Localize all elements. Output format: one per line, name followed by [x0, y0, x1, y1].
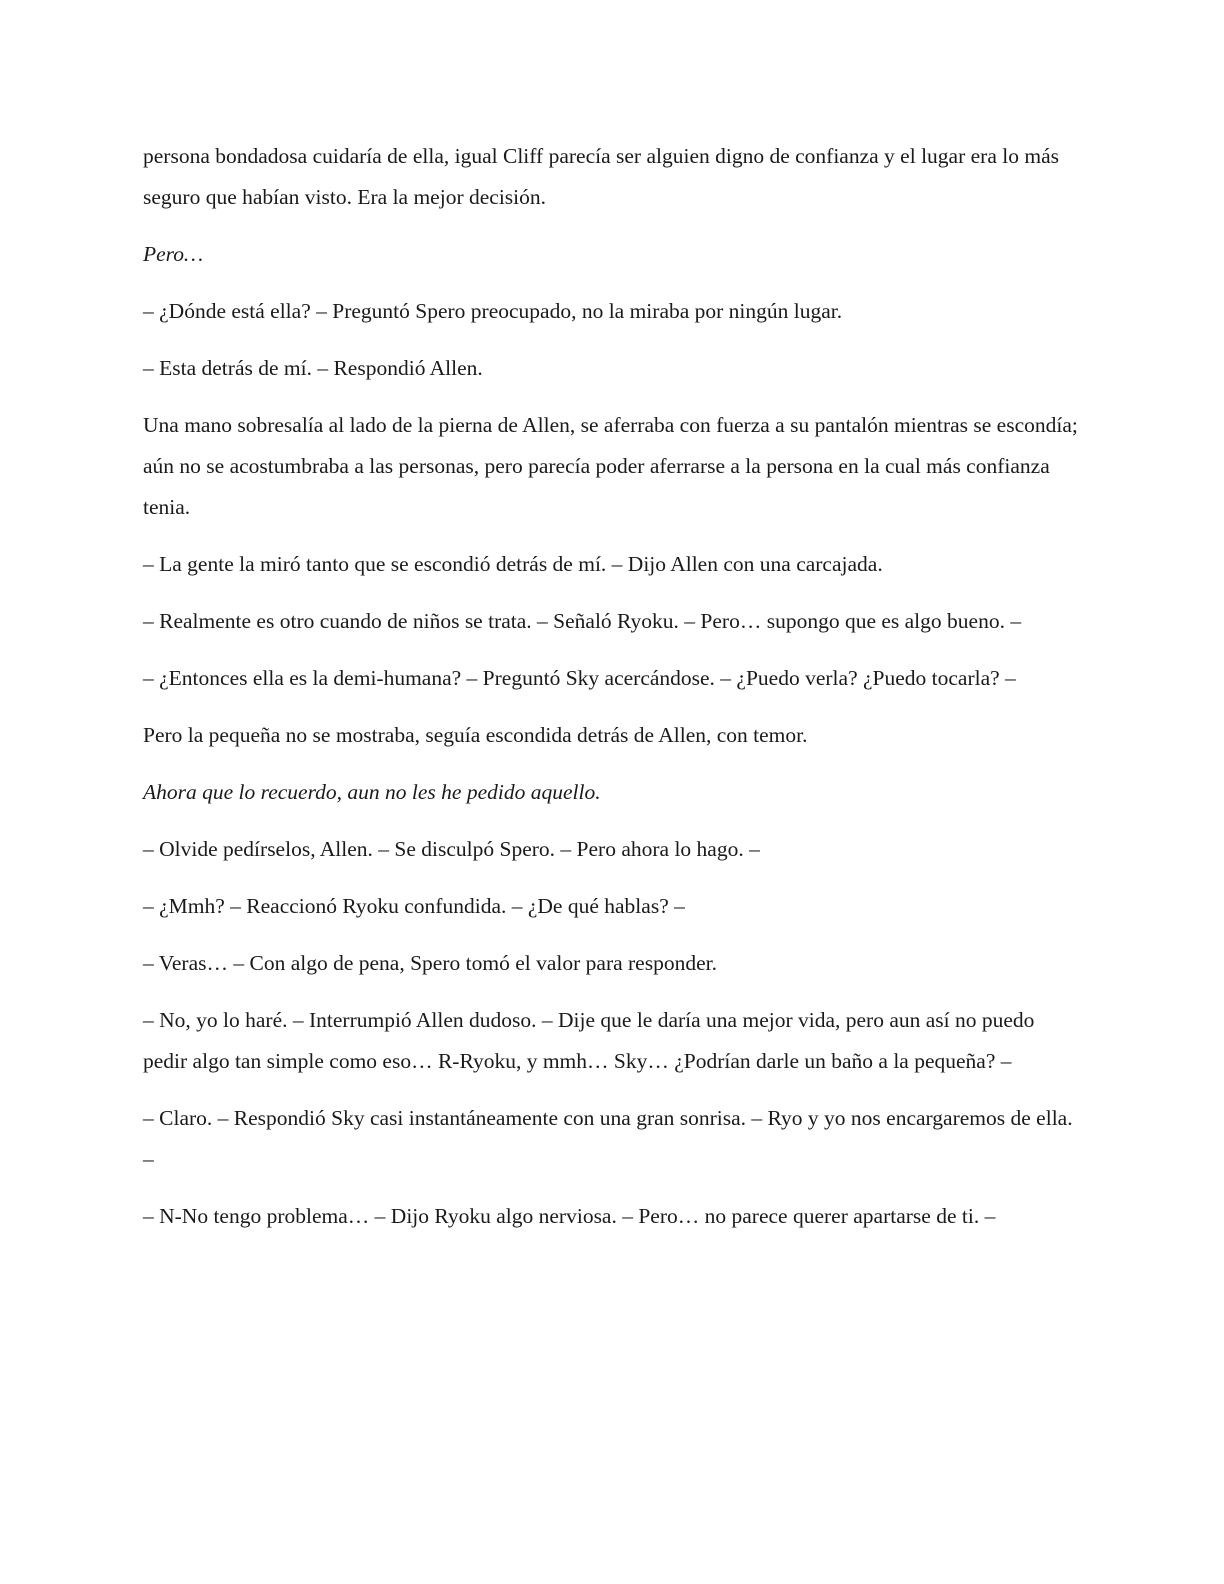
paragraph: Pero la pequeña no se mostraba, seguía escondida detrás de Allen, con temor.	[143, 723, 808, 747]
dialogue-line: – ¿Entonces ella es la demi-humana? – Preguntó Sky acercándose. – ¿Puedo verla? ¿Puedo tocarla? –	[143, 666, 1016, 690]
document-body	[143, 136, 1078, 1253]
dialogue-line: – N-No tengo problema… – Dijo Ryoku algo nerviosa. – Pero… no parece querer apartarse de ti. –	[143, 1204, 996, 1228]
dialogue-line: – Veras… – Con algo de pena, Spero tomó el valor para responder.	[143, 951, 717, 975]
dialogue-line: – Claro. – Respondió Sky casi instantáneamente con una gran sonrisa. – Ryo y yo nos encargaremos de ella. –	[143, 1106, 1073, 1171]
dialogue-line: – La gente la miró tanto que se escondió detrás de mí. – Dijo Allen con una carcajada.	[143, 552, 883, 576]
dialogue-line: – No, yo lo haré. – Interrumpió Allen dudoso. – Dije que le daría una mejor vida, pero aun así no puedo pedir algo tan simple como eso… R-Ryoku, y mmh… Sky… ¿Podrían darle un baño a la pequeña? –	[143, 1008, 1035, 1073]
dialogue-line: – Esta detrás de mí. – Respondió Allen.	[143, 356, 483, 380]
dialogue-line: – ¿Dónde está ella? – Preguntó Spero preocupado, no la miraba por ningún lugar.	[143, 299, 843, 323]
paragraph: Una mano sobresalía al lado de la pierna de Allen, se aferraba con fuerza a su pantalón mientras se escondía; aún no se acostumbraba a las personas, pero parecía poder aferrarse a la persona en la cual más confianza tenia.	[143, 413, 1078, 519]
dialogue-line: – Olvide pedírselos, Allen. – Se disculpó Spero. – Pero ahora lo hago. –	[143, 837, 760, 861]
paragraph-italic: Pero…	[143, 242, 204, 266]
dialogue-line: – ¿Mmh? – Reaccionó Ryoku confundida. – ¿De qué hablas? –	[143, 894, 685, 918]
paragraph-italic: Ahora que lo recuerdo, aun no les he pedido aquello.	[143, 780, 601, 804]
dialogue-line: – Realmente es otro cuando de niños se trata. – Señaló Ryoku. – Pero… supongo que es algo bueno. –	[143, 609, 1022, 633]
paragraph: persona bondadosa cuidaría de ella, igual Cliff parecía ser alguien digno de confianza y el lugar era lo más seguro que habían visto. Era la mejor decisión.	[143, 144, 1059, 209]
